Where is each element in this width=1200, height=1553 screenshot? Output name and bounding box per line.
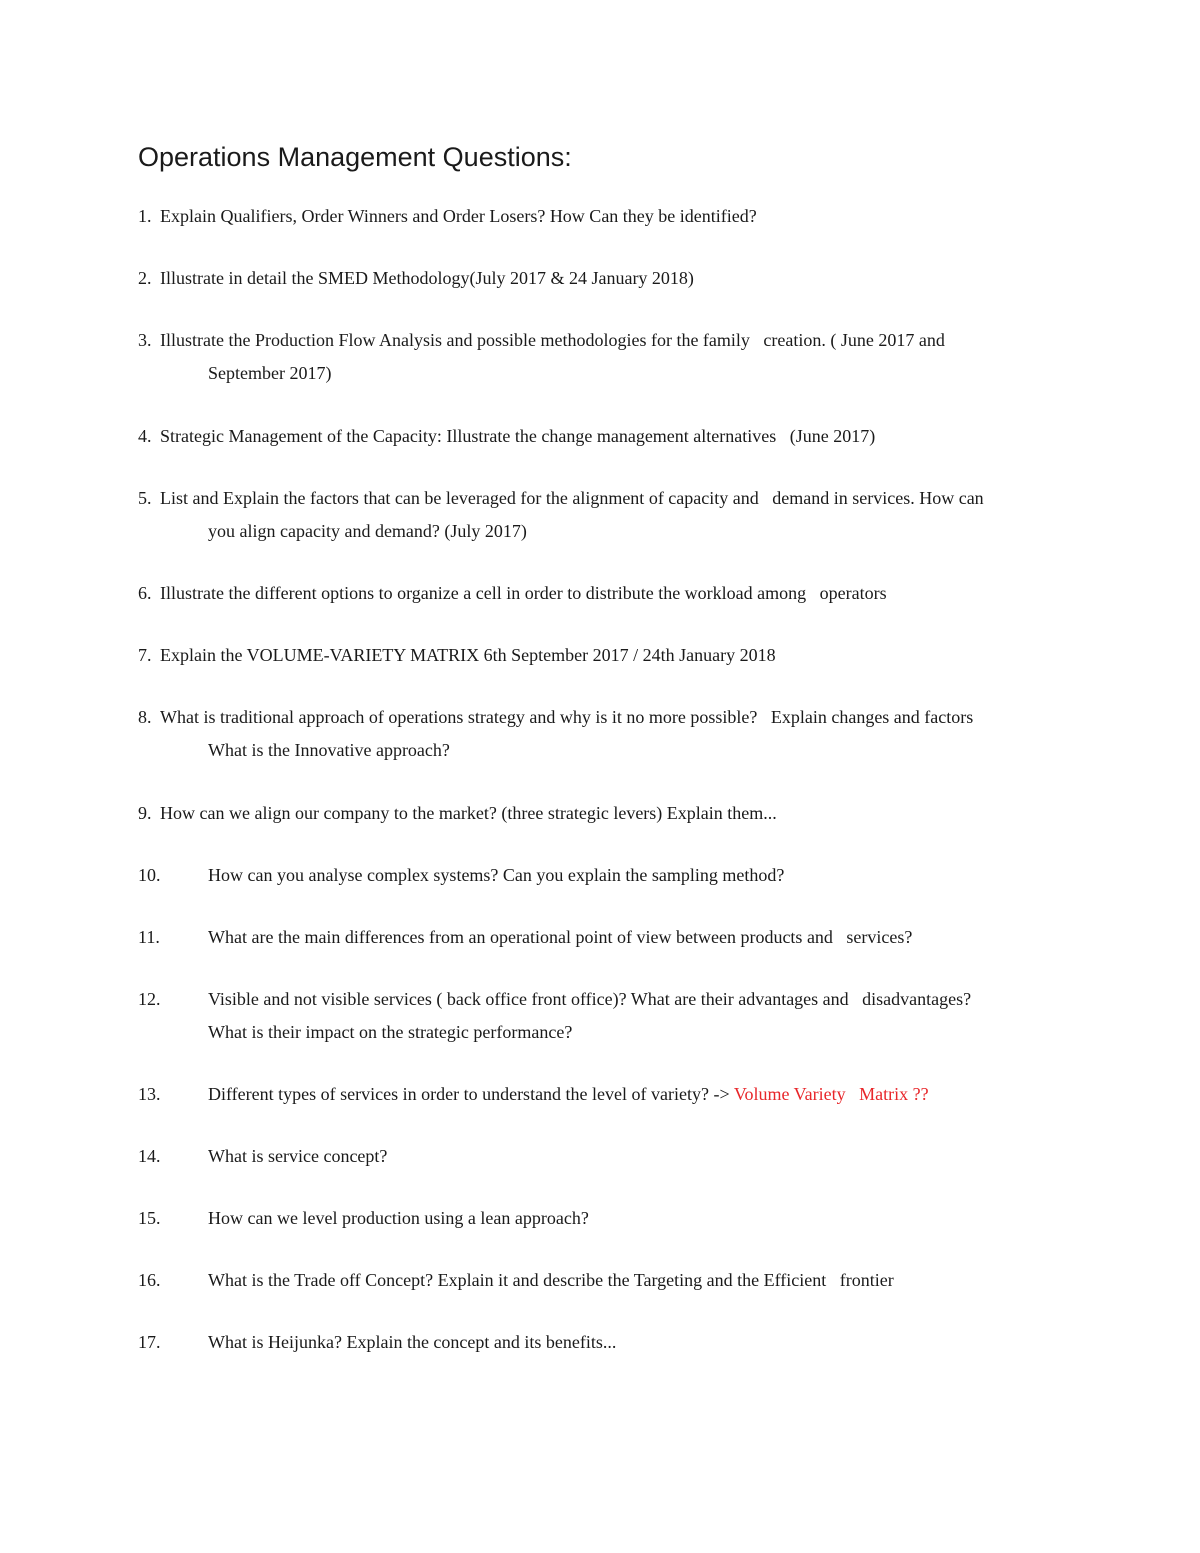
question-line	[138, 1140, 1078, 1173]
question-5	[138, 482, 1078, 548]
question-line	[138, 797, 1078, 830]
question-number: 4.	[138, 426, 152, 446]
question-text: Strategic Management of the Capacity: Illustrate the change management alternatives (June 2017)	[160, 426, 876, 446]
question-line	[138, 577, 1078, 610]
question-text: Illustrate the different options to organize a cell in order to distribute the workload among operators	[160, 583, 887, 603]
question-line	[138, 262, 1078, 295]
question-text: What is their impact on the strategic performance?	[208, 1022, 573, 1042]
question-2	[138, 262, 1078, 295]
question-8	[138, 701, 1078, 767]
question-9	[138, 797, 1078, 830]
question-number: 5.	[138, 488, 152, 508]
question-10	[138, 859, 1078, 892]
question-15	[138, 1202, 1078, 1235]
question-number: 6.	[138, 583, 152, 603]
question-text: you align capacity and demand? (July 2017)	[208, 521, 527, 541]
question-number: 16.	[138, 1270, 161, 1290]
question-text: What is traditional approach of operations strategy and why is it no more possible? Explain changes and factors	[160, 707, 974, 727]
question-text: What is the Trade off Concept? Explain it and describe the Targeting and the Efficient frontier	[208, 1270, 894, 1290]
question-4	[138, 420, 1078, 453]
question-line	[138, 859, 1078, 892]
question-number: 8.	[138, 707, 152, 727]
question-3	[138, 324, 1078, 390]
question-line	[138, 1078, 1078, 1111]
question-1	[138, 200, 1078, 233]
question-number: 1.	[138, 206, 152, 226]
question-line	[138, 482, 1078, 515]
question-text: What is service concept?	[208, 1146, 388, 1166]
question-number: 15.	[138, 1208, 161, 1228]
question-text: How can you analyse complex systems? Can you explain the sampling method?	[208, 865, 785, 885]
question-continuation-line	[138, 734, 1078, 767]
question-line	[138, 921, 1078, 954]
question-number: 7.	[138, 645, 152, 665]
question-text: Illustrate the Production Flow Analysis and possible methodologies for the family creation. ( June 2017 and	[160, 330, 945, 350]
question-number: 12.	[138, 989, 161, 1009]
question-text: Illustrate in detail the SMED Methodology(July 2017 & 24 January 2018)	[160, 268, 694, 288]
question-line	[138, 420, 1078, 453]
question-number: 3.	[138, 330, 152, 350]
question-text: What is the Innovative approach?	[208, 740, 450, 760]
question-line	[138, 1202, 1078, 1235]
question-12	[138, 983, 1078, 1049]
question-line	[138, 200, 1078, 233]
question-11	[138, 921, 1078, 954]
question-text: Explain Qualifiers, Order Winners and Order Losers? How Can they be identified?	[160, 206, 757, 226]
question-7	[138, 639, 1078, 672]
question-continuation-line	[138, 515, 1078, 548]
question-14	[138, 1140, 1078, 1173]
question-13	[138, 1078, 1078, 1111]
question-line	[138, 1326, 1078, 1359]
question-text: What is Heijunka? Explain the concept and its benefits...	[208, 1332, 617, 1352]
question-number: 11.	[138, 927, 160, 947]
question-line	[138, 324, 1078, 357]
question-6	[138, 577, 1078, 610]
question-line	[138, 1264, 1078, 1297]
question-line	[138, 983, 1078, 1016]
question-text-wrapper	[208, 1078, 929, 1111]
question-17	[138, 1326, 1078, 1359]
question-number: 14.	[138, 1146, 161, 1166]
question-text: How can we align our company to the market? (three strategic levers) Explain them...	[160, 803, 777, 823]
question-text: Visible and not visible services ( back office front office)? What are their advantages and disadvantages?	[208, 989, 972, 1009]
question-line	[138, 701, 1078, 734]
question-number: 13.	[138, 1084, 161, 1104]
question-continuation-line	[138, 357, 1078, 390]
question-text: What are the main differences from an operational point of view between products and services?	[208, 927, 913, 947]
question-16	[138, 1264, 1078, 1297]
question-line	[138, 639, 1078, 672]
question-number: 9.	[138, 803, 152, 823]
page-title: Operations Management Questions:	[138, 142, 572, 172]
question-number: 10.	[138, 865, 161, 885]
question-text: Different types of services in order to understand the level of variety? ->	[208, 1084, 734, 1104]
question-text: September 2017)	[208, 363, 332, 383]
highlighted-note: Volume Variety Matrix ??	[733, 1084, 929, 1104]
question-text: Explain the VOLUME-VARIETY MATRIX 6th September 2017 / 24th January 2018	[160, 645, 776, 665]
question-number: 2.	[138, 268, 152, 288]
question-number: 17.	[138, 1332, 161, 1352]
question-continuation-line	[138, 1016, 1078, 1049]
question-text: List and Explain the factors that can be leveraged for the alignment of capacity and demand in services. How can	[160, 488, 984, 508]
question-text: How can we level production using a lean approach?	[208, 1208, 589, 1228]
